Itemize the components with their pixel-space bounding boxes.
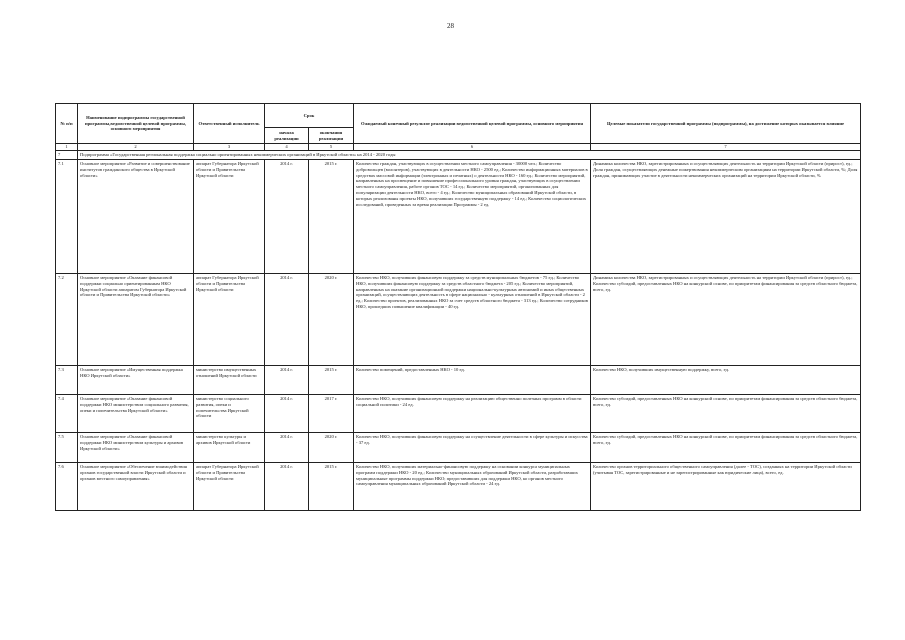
table-row (56, 159, 861, 273)
column-number: 5 (309, 144, 354, 151)
row-start: 2014 г. (265, 432, 309, 462)
row-exec: аппарат Губернатора Иркутской области и Правительства Иркутской области (194, 273, 265, 365)
row-name: Основное мероприятие «Обеспечение взаимодействия органов государственной власти Иркутской области и органов местного самоуправления» (78, 462, 194, 510)
row-start: 2014 г. (265, 462, 309, 510)
row-name: Основное мероприятие «Оказание финансовой поддержки социально ориентированным НКО Иркутской области аппаратом Губернатора Иркутской области и Правительства Иркутской области» (78, 273, 194, 365)
header-exec: Ответственный исполнитель (194, 104, 265, 144)
row-result: Количество НКО, получивших материально-финансовую поддержку на основании конкурса муниципальных программ поддержки НКО - 20 ед.; Количество муниципальных образований Иркутской области, разработавших муниципальные программы поддержки НКО; предоставивших для поддержки НКО, ко органов местного самоуправления муниципальных образований Иркутской области - 24 ед. (354, 462, 591, 510)
column-number: 7 (591, 144, 861, 151)
row-num: 7.5 (56, 432, 78, 462)
header-num: № п/п (56, 104, 78, 144)
row-start: 2014 г. (265, 394, 309, 432)
row-name: Основное мероприятие «Оказание финансовой поддержки НКО министерством культуры и архивов Иркутской области» (78, 432, 194, 462)
table-row (56, 365, 861, 394)
page-number: 28 (447, 22, 454, 30)
row-name: Основное мероприятие «Имущественная поддержка НКО Иркутской области» (78, 365, 194, 394)
row-result: Количество НКО, получивших финансовую поддержку на осуществление деятельности в сфере культуры и искусства - 37 ед. (354, 432, 591, 462)
table-row (56, 462, 861, 510)
table-row (56, 394, 861, 432)
row-exec: аппарат Губернатора Иркутской области и Правительства Иркутской области (194, 462, 265, 510)
row-num: 7.6 (56, 462, 78, 510)
row-end: 2017 г. (309, 394, 354, 432)
subprogram-num: 7 (56, 150, 78, 159)
header-result: Ожидаемый конечный результат реализации ведомственной целевой программы, основного мероприятия (354, 104, 591, 144)
row-result: Количество НКО, получивших финансовую поддержку на реализацию общественно полезных программ в области социальной политики - 24 ед. (354, 394, 591, 432)
row-indicators: Динамика количества НКО, зарегистрированных и осуществляющих деятельность на территории Иркутской области (прирост), ед.; Доля граждан, осуществляющих денежные пожертвования некоммерческим организациям на территории Иркутской области, %; Доля граждан, принимающих участие в деятельности некоммерческих организаций на территории Иркутской области, % (591, 159, 861, 273)
subprogram-row (56, 150, 861, 159)
row-end: 2015 г. (309, 462, 354, 510)
row-indicators: Количество субсидий, предоставленных НКО на конкурсной основе, по приоритетам финансирования за средств областного бюджета, всего, ед. (591, 432, 861, 462)
row-name: Основное мероприятие «Оказание финансовой поддержки НКО министерством социального развития, опеки и попечительства Иркутской области» (78, 394, 194, 432)
header-term: Срок (265, 104, 354, 128)
column-number: 1 (56, 144, 78, 151)
column-number: 6 (354, 144, 591, 151)
row-end: 2015 г. (309, 159, 354, 273)
column-number: 2 (78, 144, 194, 151)
column-number-row (56, 144, 861, 151)
row-end: 2020 г. (309, 273, 354, 365)
program-table (55, 103, 861, 511)
column-number: 4 (265, 144, 309, 151)
row-exec: аппарат Губернатора Иркутской области и Правительства Иркутской области (194, 159, 265, 273)
header-end: окончания реализации (309, 128, 354, 144)
column-number: 3 (194, 144, 265, 151)
row-num: 7.2 (56, 273, 78, 365)
row-result: Количество граждан, участвующих в осуществлении местного самоуправления - 30000 чел.; Количество добровольцев (волонтеров), участвующих в деятельности НКО - 2500 ед.; Количество информационных материалов в средствах массовой информации (электронных и печатных) о деятельности НКО - 160 ед.; Количество мероприятий, направленных на просвещение и повышение профессионального уровня граждан, участвующих в осуществлении местного самоуправления, работе органов ТОС - 14 ед.; Количество мероприятий, организованных для популяризации деятельности НКО, всего - 4 ед.; Количество муниципальных образований Иркутской области, в которых реализованы проекты НКО, получивших государственную поддержку - 14 ед.; Количество социологических исследований, проведенных за время реализации Программы - 2 ед. (354, 159, 591, 273)
row-result: Количество НКО, получивших финансовую поддержку за средств муниципальных бюджетов - 75 ед.; Количество НКО, получивших финансовую поддержку за средств областного бюджета - 205 ед.; Количество мероприятий, направленных на оказание организационной поддержки национально-культурных автономий и иных общественных организаций, осуществляющих деятельность в сфере национально - культурных отношений в Иркутской области - 2 ед.; Количество проектов, реализованных НКО за счет средств областного бюджета - 313 ед.; Количество сотрудников НКО, прошедших повышение квалификации - 40 ед. (354, 273, 591, 365)
row-indicators: Количество НКО, получивших имущественную поддержку, всего, ед. (591, 365, 861, 394)
row-end: 2020 г. (309, 432, 354, 462)
row-indicators: Количество субсидий, предоставленных НКО на конкурсной основе, по приоритетам финансирования за средств областного бюджета, всего, ед. (591, 394, 861, 432)
row-result: Количество помещений, предоставленных НКО - 10 ед. (354, 365, 591, 394)
row-exec: министерство культуры и архивов Иркутской области (194, 432, 265, 462)
row-indicators: Динамика количества НКО, зарегистрированных и осуществляющих деятельность на территории Иркутской области (прирост), ед.; Количество субсидий, предоставленных НКО на конкурсной основе, по приоритетам финансирования за средств областного бюджета, всего, ед. (591, 273, 861, 365)
table-row (56, 432, 861, 462)
row-exec: министерство социального развития, опеки и попечительства Иркутской области (194, 394, 265, 432)
header-start: начала реализации (265, 128, 309, 144)
header-indicators: Целевые показатели государственной программы (подпрограммы), на достижение которых оказывается влияние (591, 104, 861, 144)
row-end: 2015 г. (309, 365, 354, 394)
row-exec: министерство имущественных отношений Иркутской области (194, 365, 265, 394)
row-start: 2014 г. (265, 365, 309, 394)
row-num: 7.1 (56, 159, 78, 273)
row-num: 7.3 (56, 365, 78, 394)
row-start: 2014 г. (265, 273, 309, 365)
header-name: Наименование подпрограммы государственной программы,ведомственной целевой программы, основного мероприятия (78, 104, 194, 144)
row-start: 2014 г. (265, 159, 309, 273)
row-indicators: Количество органов территориального общественного самоуправления (далее - ТОС), созданных на территории Иркутской области (учитывая ТОС, зарегистрированные и не зарегистрированные как юридические лица), всего, ед. (591, 462, 861, 510)
subprogram-title: Подпрограмма «Государственная региональная поддержка социально ориентированных некоммерческих организаций в Иркутской области» на 2014 - 2020 годы (78, 150, 861, 159)
row-name: Основное мероприятие «Развитие и совершенствование институтов гражданского общества в Иркутской области» (78, 159, 194, 273)
table-row (56, 273, 861, 365)
row-num: 7.4 (56, 394, 78, 432)
